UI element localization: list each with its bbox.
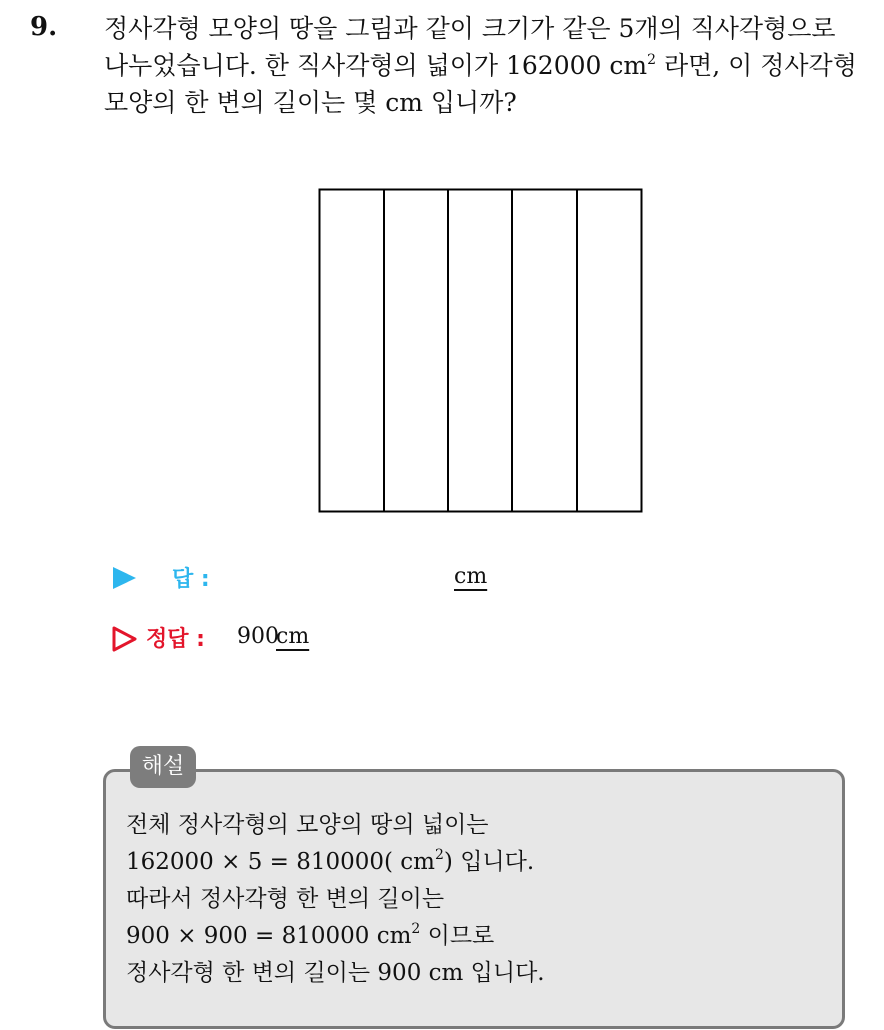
solution-line-4-end: 이므로 xyxy=(420,923,495,949)
correct-answer-value: 900 xyxy=(237,624,279,649)
solution-line-4-start: 900 × 900 = 810000 cm xyxy=(126,923,412,949)
correct-answer-label: 정답 : xyxy=(146,627,205,652)
superscript-two: 2 xyxy=(647,52,656,68)
question-line-2-end: 라면, 이 정사각형 xyxy=(656,51,857,80)
solution-tab: 해설 xyxy=(130,746,196,788)
play-triangle-icon xyxy=(113,567,136,589)
solution-line-4 xyxy=(126,918,826,955)
answer-label: 답 : xyxy=(172,567,210,592)
question-text xyxy=(104,10,874,121)
square-outline xyxy=(320,190,642,512)
question-number: 9. xyxy=(30,12,58,42)
solution-superscript-2: 2 xyxy=(411,921,421,937)
solution-line-2 xyxy=(126,844,826,881)
solution-superscript-1: 2 xyxy=(435,847,444,863)
question-line-2 xyxy=(104,47,874,84)
question-line-1: 정사각형 모양의 땅을 그림과 같이 크기가 같은 5개의 직사각형으로 xyxy=(104,14,836,43)
solution-line-3: 따라서 정사각형 한 변의 길이는 xyxy=(126,886,445,912)
solution-line-5: 정사각형 한 변의 길이는 900 cm 입니다. xyxy=(126,960,545,986)
square-divided-figure xyxy=(318,188,644,514)
question-line-2-start: 나누었습니다. 한 직사각형의 넓이가 162000 cm xyxy=(104,51,648,80)
solution-line-2-start: 162000 × 5 = 810000( cm xyxy=(126,849,435,875)
solution-text xyxy=(126,807,826,992)
solution-line-1: 전체 정사각형의 모양의 땅의 넓이는 xyxy=(126,812,489,838)
outline-triangle-icon xyxy=(112,626,138,652)
answer-row xyxy=(110,560,510,596)
answer-blank-unit: cm xyxy=(454,564,488,589)
question-line-3: 모양의 한 변의 길이는 몇 cm 입니까? xyxy=(104,88,517,117)
solution-line-2-end: ) 입니다. xyxy=(443,849,535,875)
correct-answer-unit: cm xyxy=(276,624,310,649)
correct-answer-row xyxy=(110,620,510,656)
